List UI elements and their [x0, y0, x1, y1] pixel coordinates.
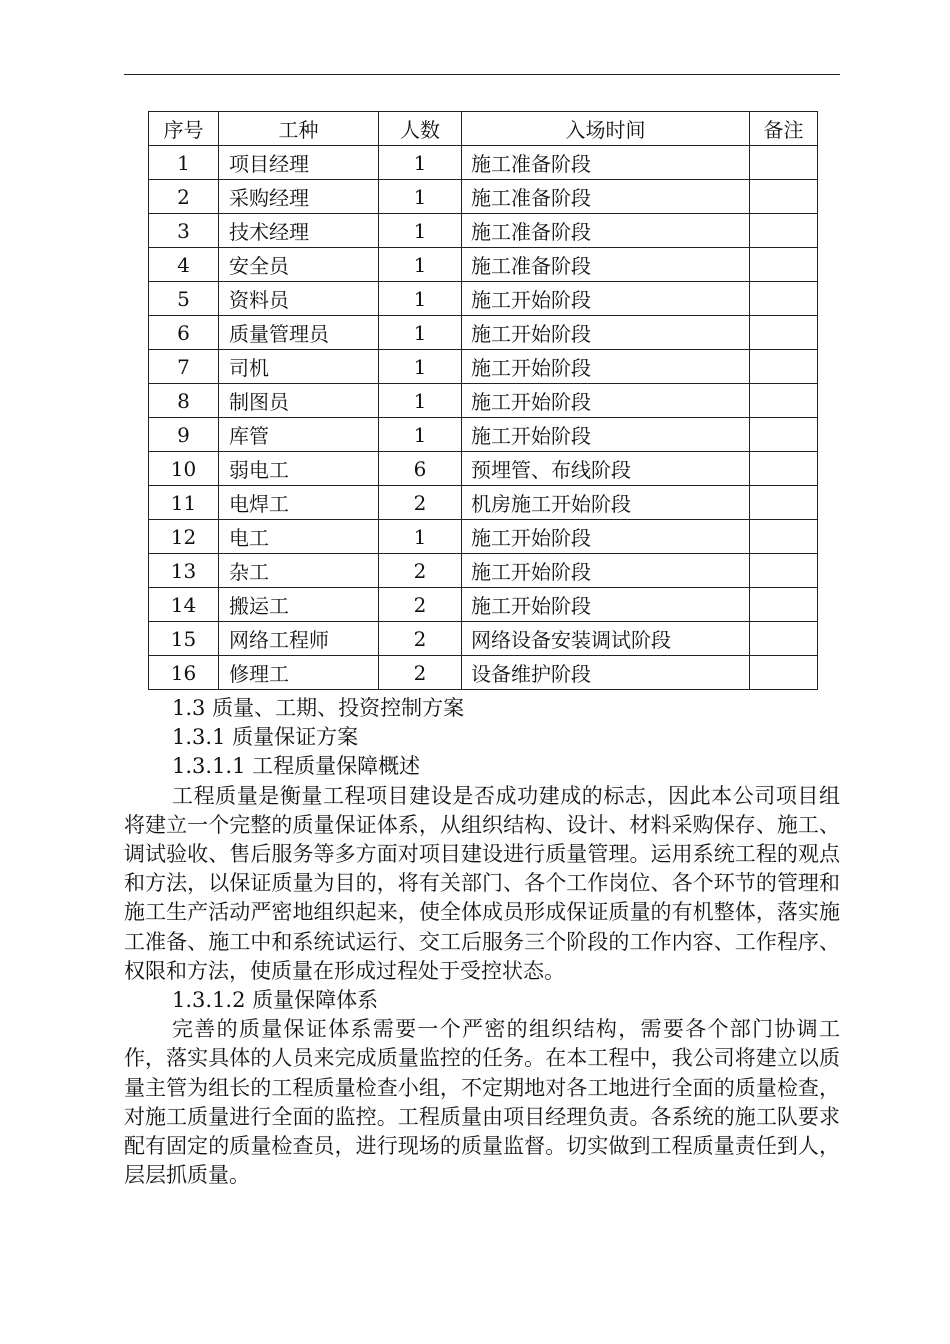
cell-role: 安全员: [219, 248, 379, 282]
cell-entry-time: 施工开始阶段: [462, 520, 750, 554]
cell-entry-time: 施工准备阶段: [462, 146, 750, 180]
cell-count: 2: [379, 554, 462, 588]
cell-note: [750, 180, 818, 214]
cell-role: 网络工程师: [219, 622, 379, 656]
cell-role: 采购经理: [219, 180, 379, 214]
cell-entry-time: 机房施工开始阶段: [462, 486, 750, 520]
cell-role: 制图员: [219, 384, 379, 418]
cell-count: 1: [379, 418, 462, 452]
header-rule: [124, 74, 840, 75]
cell-entry-time: 施工开始阶段: [462, 588, 750, 622]
table-row: [149, 384, 818, 418]
table-header-row: [149, 112, 818, 146]
cell-count: 2: [379, 588, 462, 622]
table-row: [149, 146, 818, 180]
cell-count: 2: [379, 656, 462, 690]
cell-no: 6: [149, 316, 219, 350]
cell-entry-time: 施工开始阶段: [462, 384, 750, 418]
cell-no: 1: [149, 146, 219, 180]
cell-entry-time: 施工开始阶段: [462, 316, 750, 350]
cell-role: 搬运工: [219, 588, 379, 622]
cell-note: [750, 622, 818, 656]
cell-entry-time: 预埋管、布线阶段: [462, 452, 750, 486]
cell-entry-time: 施工开始阶段: [462, 418, 750, 452]
table-row: [149, 554, 818, 588]
cell-count: 1: [379, 350, 462, 384]
cell-no: 9: [149, 418, 219, 452]
cell-count: 1: [379, 248, 462, 282]
cell-note: [750, 282, 818, 316]
cell-no: 8: [149, 384, 219, 418]
table-row: [149, 588, 818, 622]
cell-no: 4: [149, 248, 219, 282]
cell-note: [750, 452, 818, 486]
cell-entry-time: 施工开始阶段: [462, 350, 750, 384]
cell-count: 1: [379, 180, 462, 214]
cell-role: 电工: [219, 520, 379, 554]
table-row: [149, 656, 818, 690]
cell-entry-time: 网络设备安装调试阶段: [462, 622, 750, 656]
cell-note: [750, 588, 818, 622]
cell-note: [750, 486, 818, 520]
cell-note: [750, 248, 818, 282]
cell-count: 2: [379, 486, 462, 520]
cell-role: 质量管理员: [219, 316, 379, 350]
cell-note: [750, 656, 818, 690]
cell-role: 库管: [219, 418, 379, 452]
cell-no: 13: [149, 554, 219, 588]
table-row: [149, 520, 818, 554]
cell-no: 15: [149, 622, 219, 656]
section-heading-1-3: 1.3 质量、工期、投资控制方案: [172, 696, 465, 720]
cell-note: [750, 418, 818, 452]
header-entry-time: 入场时间: [462, 112, 750, 146]
table-row: [149, 214, 818, 248]
cell-role: 修理工: [219, 656, 379, 690]
cell-count: 1: [379, 214, 462, 248]
paragraph-quality-system: 完善的质量保证体系需要一个严密的组织结构，需要各个部门协调工作，落实具体的人员来完成质量监控的任务。在本工程中，我公司将建立以质量主管为组长的工程质量检查小组，不定期地对各工地进行全面的质量检查，对施工质量进行全面的监控。工程质量由项目经理负责。各系统的施工队要求配有固定的质量检查员，进行现场的质量监督。切实做到工程质量责任到人，层层抓质量。: [124, 1017, 840, 1188]
cell-note: [750, 316, 818, 350]
cell-note: [750, 520, 818, 554]
cell-no: 14: [149, 588, 219, 622]
cell-count: 1: [379, 146, 462, 180]
table-row: [149, 180, 818, 214]
cell-count: 1: [379, 520, 462, 554]
header-role: 工种: [219, 112, 379, 146]
table-row: [149, 452, 818, 486]
header-no: 序号: [149, 112, 219, 146]
cell-no: 12: [149, 520, 219, 554]
cell-note: [750, 214, 818, 248]
cell-count: 1: [379, 384, 462, 418]
section-heading-1-3-1: 1.3.1 质量保证方案: [172, 725, 359, 750]
cell-no: 16: [149, 656, 219, 690]
table-row: [149, 486, 818, 520]
table-row: [149, 418, 818, 452]
cell-count: 1: [379, 282, 462, 316]
cell-note: [750, 146, 818, 180]
cell-note: [750, 350, 818, 384]
body-text: [124, 694, 840, 1190]
cell-no: 2: [149, 180, 219, 214]
header-note: 备注: [750, 112, 818, 146]
cell-no: 3: [149, 214, 219, 248]
cell-entry-time: 施工开始阶段: [462, 554, 750, 588]
cell-role: 资料员: [219, 282, 379, 316]
cell-note: [750, 384, 818, 418]
cell-entry-time: 施工准备阶段: [462, 214, 750, 248]
table-row: [149, 282, 818, 316]
section-heading-1-3-1-1: 1.3.1.1 工程质量保障概述: [172, 754, 421, 779]
cell-role: 弱电工: [219, 452, 379, 486]
header-count: 人数: [379, 112, 462, 146]
cell-count: 6: [379, 452, 462, 486]
cell-entry-time: 设备维护阶段: [462, 656, 750, 690]
section-heading-1-3-1-2: 1.3.1.2 质量保障体系: [172, 988, 379, 1013]
cell-role: 电焊工: [219, 486, 379, 520]
table-row: [149, 248, 818, 282]
cell-role: 杂工: [219, 554, 379, 588]
cell-entry-time: 施工准备阶段: [462, 180, 750, 214]
cell-no: 10: [149, 452, 219, 486]
cell-entry-time: 施工准备阶段: [462, 248, 750, 282]
cell-no: 11: [149, 486, 219, 520]
cell-note: [750, 554, 818, 588]
table-row: [149, 622, 818, 656]
cell-entry-time: 施工开始阶段: [462, 282, 750, 316]
cell-count: 2: [379, 622, 462, 656]
cell-count: 1: [379, 316, 462, 350]
cell-role: 司机: [219, 350, 379, 384]
cell-role: 技术经理: [219, 214, 379, 248]
table-row: [149, 350, 818, 384]
cell-no: 5: [149, 282, 219, 316]
staffing-table: [148, 111, 818, 690]
cell-no: 7: [149, 350, 219, 384]
cell-role: 项目经理: [219, 146, 379, 180]
table-row: [149, 316, 818, 350]
paragraph-quality-overview: 工程质量是衡量工程项目建设是否成功建成的标志，因此本公司项目组将建立一个完整的质量保证体系，从组织结构、设计、材料采购保存、施工、调试验收、售后服务等多方面对项目建设进行质量管理。运用系统工程的观点和方法，以保证质量为目的，将有关部门、各个工作岗位、各个环节的管理和施工生产活动严密地组织起来，使全体成员形成保证质量的有机整体，落实施工准备、施工中和系统试运行、交工后服务三个阶段的工作内容、工作程序、权限和方法，使质量在形成过程处于受控状态。: [124, 783, 840, 983]
